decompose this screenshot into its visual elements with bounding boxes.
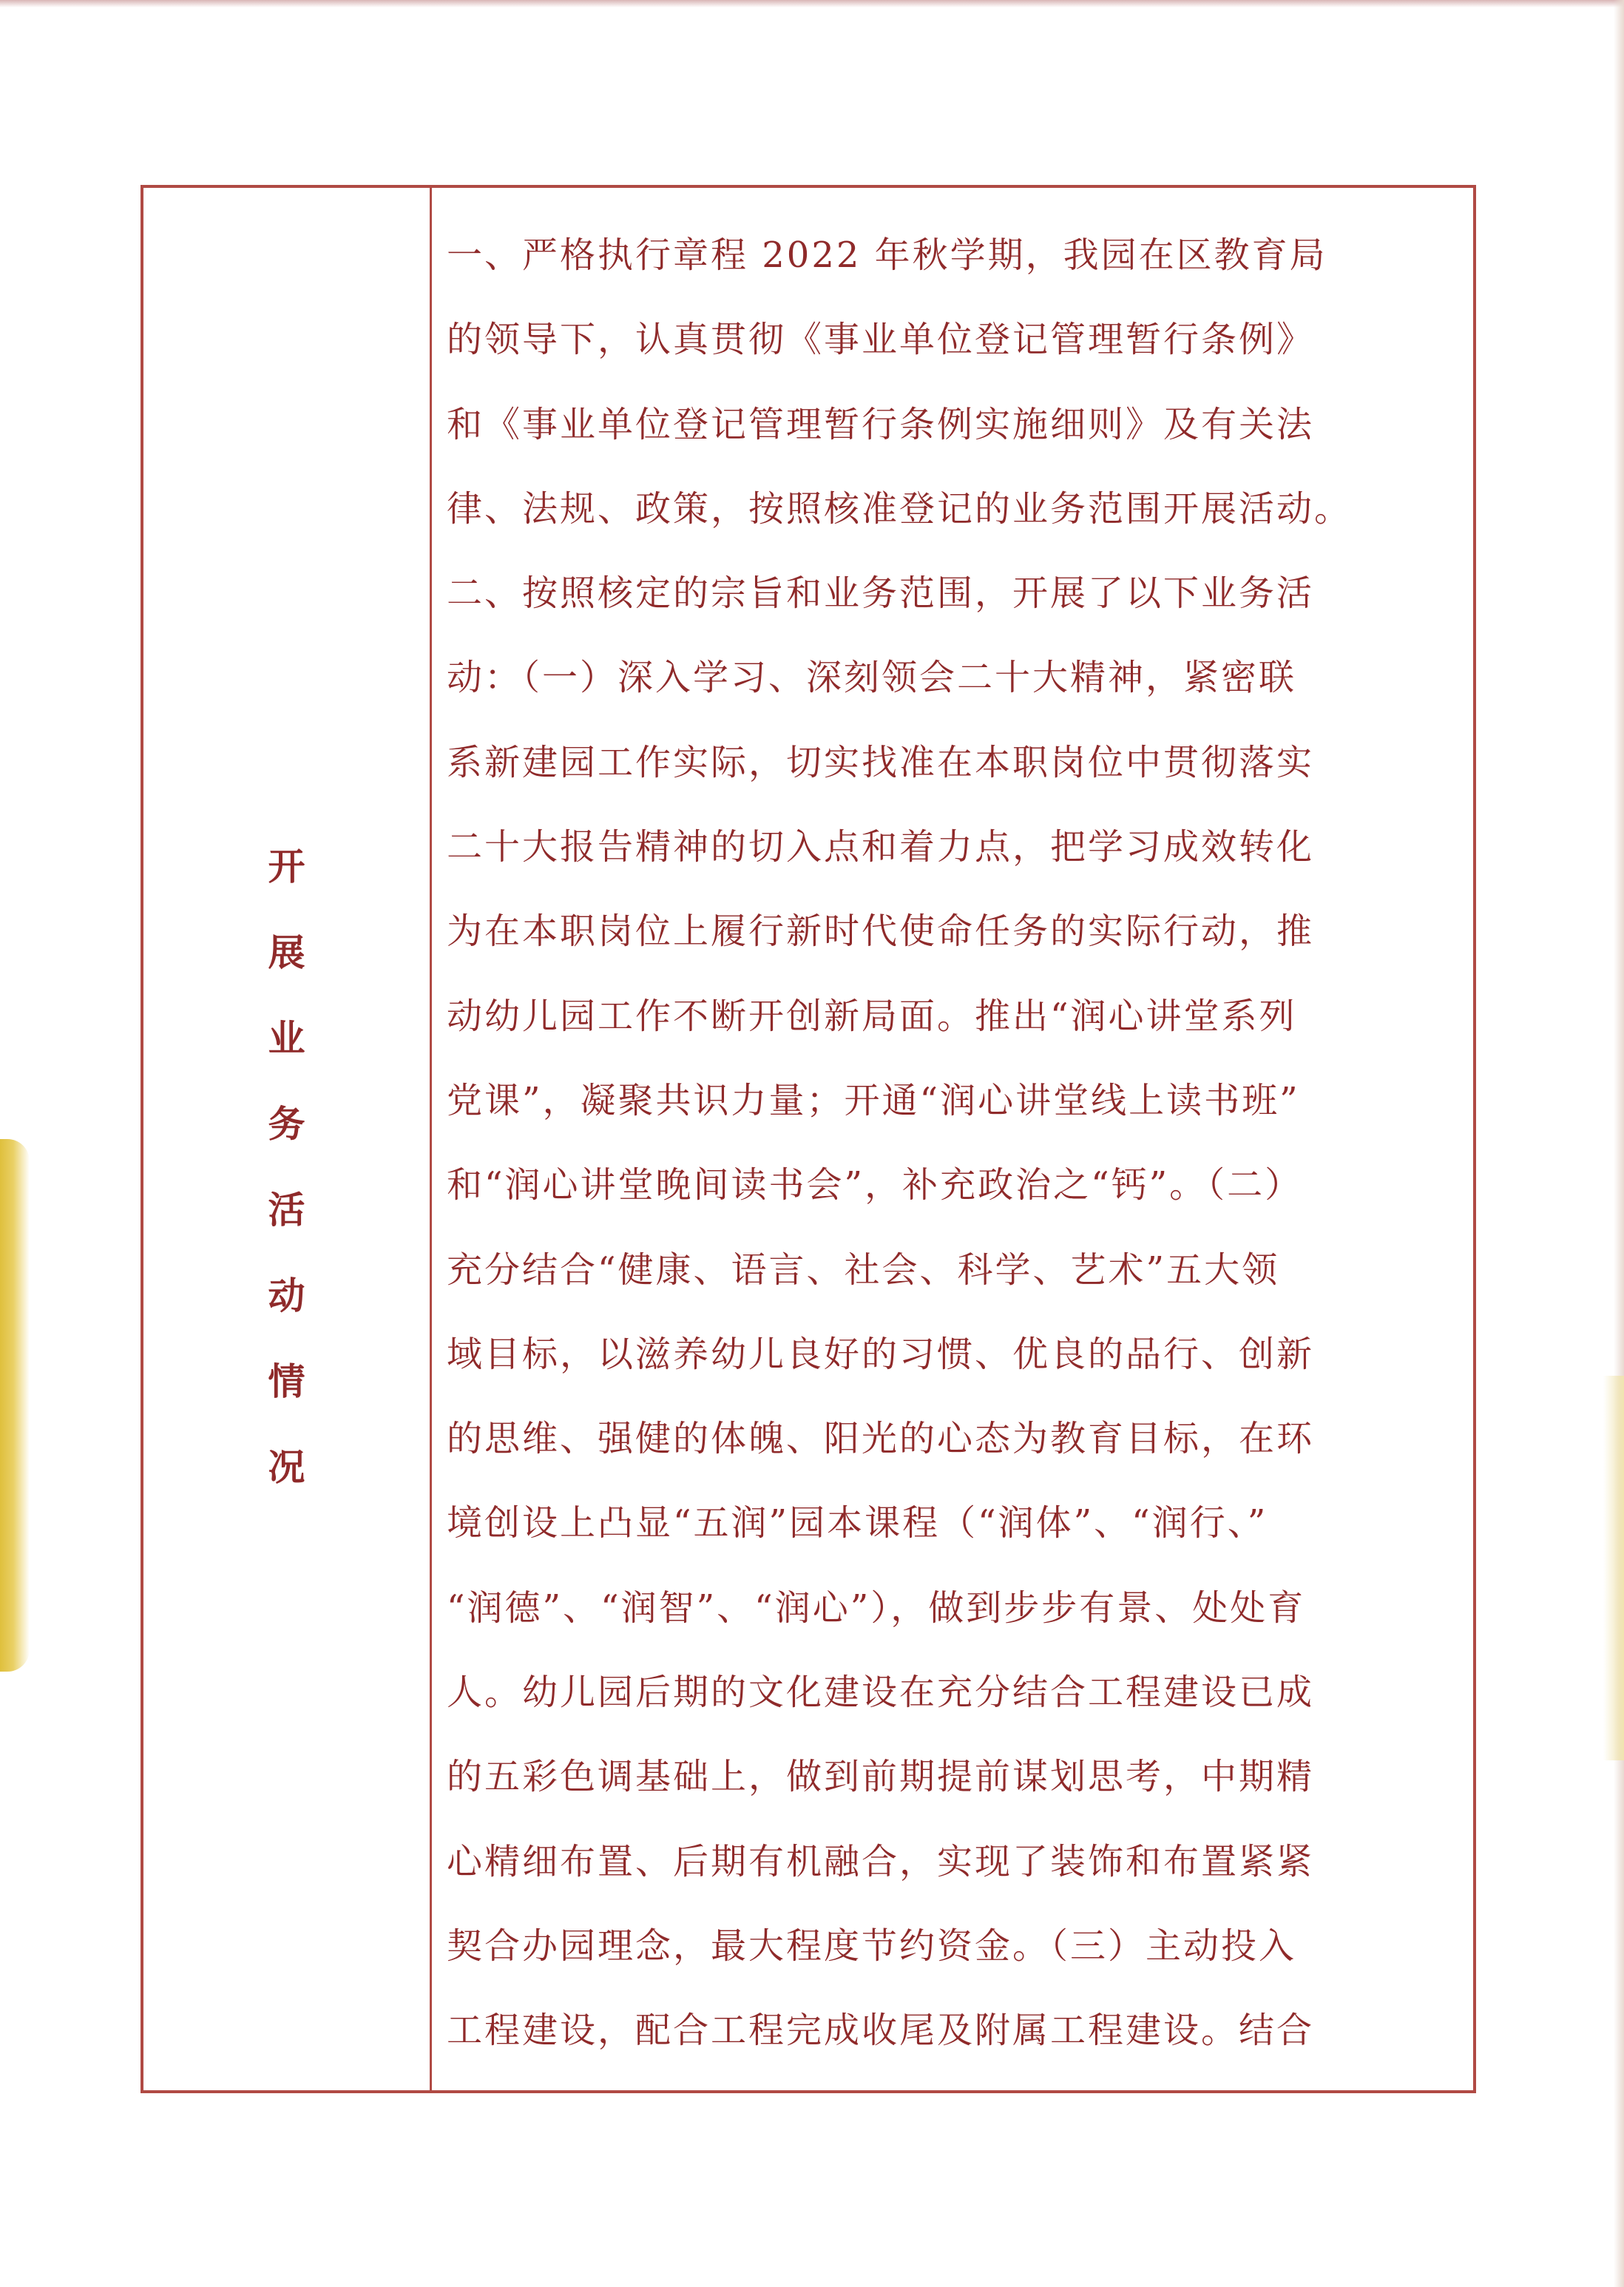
paper-stain-left [0, 1139, 30, 1672]
content-line: 充分结合“健康、语言、社会、科学、艺术”五大领 [447, 1249, 1280, 1291]
content-line: 契合办园理念，最大程度节约资金。（三）主动投入 [447, 1925, 1297, 1967]
content-line: 域目标，以滋养幼儿良好的习惯、优良的品行、创新 [447, 1333, 1315, 1375]
paper-stain-right [1603, 1376, 1624, 1760]
content-line: 为在本职岗位上履行新时代使命任务的实际行动，推 [447, 911, 1315, 953]
label-char: 业 [268, 1016, 305, 1060]
label-char: 展 [268, 930, 305, 974]
content-line: 系新建园工作实际，切实找准在本职岗位中贯彻落实 [447, 741, 1315, 783]
content-cell [432, 188, 1473, 2090]
content-line: 的思维、强健的体魄、阳光的心态为教育目标，在环 [447, 1418, 1315, 1460]
content-line: 和《事业单位登记管理暂行条例实施细则》及有关法 [447, 403, 1315, 445]
scan-right-edge [1614, 0, 1624, 2287]
label-char: 动 [268, 1274, 305, 1317]
content-line: 境创设上凸显“五润”园本课程（“润体”、“润行、” [447, 1502, 1268, 1544]
label-char: 务 [268, 1102, 305, 1146]
content-line: 二十大报告精神的切入点和着力点，把学习成效转化 [447, 826, 1315, 868]
content-line: 一、严格执行章程 2022 年秋学期，我园在区教育局 [447, 234, 1327, 276]
content-line: 的五彩色调基础上，做到前期提前谋划思考，中期精 [447, 1756, 1315, 1798]
content-body [447, 213, 1467, 2073]
content-line: 人。幼儿园后期的文化建设在充分结合工程建设已成 [447, 1672, 1315, 1714]
content-line: 心精细布置、后期有机融合，实现了装饰和布置紧紧 [447, 1840, 1315, 1882]
section-label [143, 824, 430, 1510]
label-cell [143, 188, 432, 2090]
content-line: 动：（一）深入学习、深刻领会二十大精神，紧密联 [447, 657, 1297, 699]
content-line: 动幼儿园工作不断开创新局面。推出“润心讲堂系列 [447, 995, 1297, 1037]
content-line: 和“润心讲堂晚间读书会”，补充政治之“钙”。（二） [447, 1164, 1303, 1206]
label-char: 况 [268, 1445, 305, 1489]
content-line: 二、按照核定的宗旨和业务范围，开展了以下业务活 [447, 572, 1315, 615]
content-line: 律、法规、政策，按照核准登记的业务范围开展活动。 [447, 487, 1353, 530]
scan-top-edge [0, 0, 1624, 7]
content-line: “润德”、“润智”、“润心”），做到步步有景、处处育 [447, 1587, 1306, 1629]
content-line: 工程建设，配合工程完成收尾及附属工程建设。结合 [447, 2010, 1315, 2052]
label-char: 开 [268, 845, 305, 888]
label-char: 情 [268, 1359, 305, 1403]
content-line: 党课”，凝聚共识力量；开通“润心讲堂线上读书班” [447, 1079, 1300, 1121]
label-char: 活 [268, 1188, 305, 1232]
content-line: 的领导下，认真贯彻《事业单位登记管理暂行条例》 [447, 319, 1315, 361]
form-table [141, 185, 1476, 2093]
